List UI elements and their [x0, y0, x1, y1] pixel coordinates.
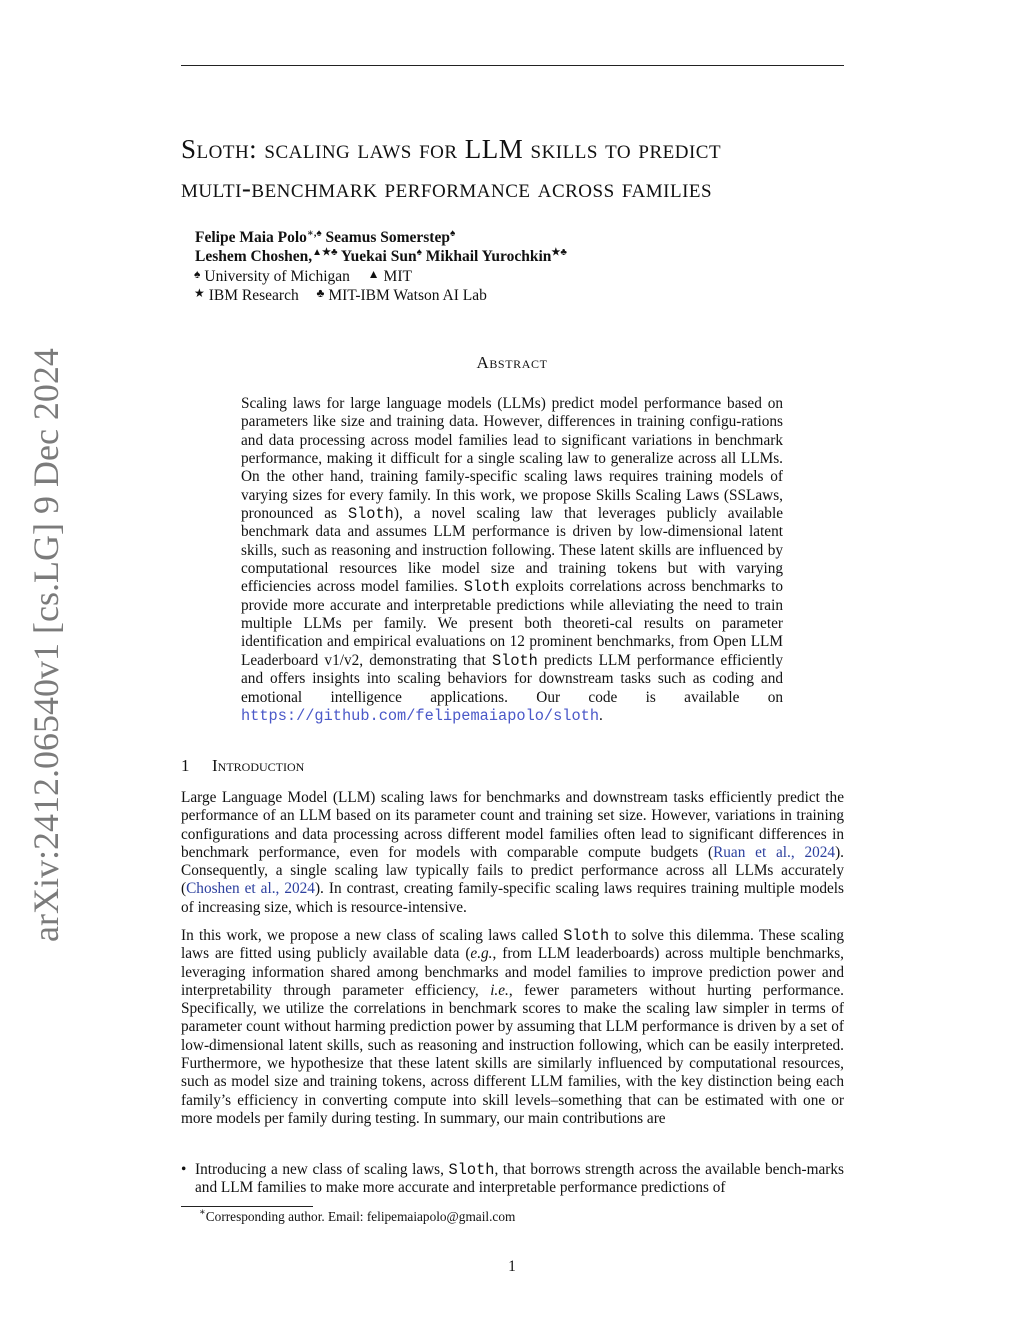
sloth-name: Sloth [563, 927, 610, 945]
affiliation: MIT [383, 268, 412, 285]
emphasis-text: i.e. [490, 981, 509, 999]
author-marks: ★♣ [551, 247, 567, 258]
abstract-text: exploits correlations across benchmarks to provide more accurate and interpretable predictions while alleviating the need to train multiple LLMs per family. We present both theoreti-cal results on parameter identification and empirical evaluations on 12 prominent benchmarks, from Open LLM Leaderboard v1/v2, demonstrating that [241, 578, 784, 669]
author-line-2 [195, 247, 567, 267]
title-line-2: multi-benchmark performance across families [181, 173, 713, 203]
emphasis-text: e.g. [470, 945, 493, 963]
top-rule [181, 65, 844, 66]
triangle-icon: ▲ [367, 267, 380, 281]
paragraph-text: Large Language Model (LLM) scaling laws for benchmarks and downstream tasks efficiently predict the performance of an LLM based on its parameter count and training set size. However, variations in training configurations and data processing across different model families often lead to significant differences in benchmark performance, even for models with comparable compute budgets ( [181, 789, 844, 861]
arxiv-identifier[interactable]: arXiv:2412.06540v1 [cs.LG] 9 Dec 2024 [26, 348, 66, 942]
paragraph-text: to solve this dilemma. These scaling laws are fitted using publicly available data ( [181, 927, 844, 963]
paragraph-text: ). In contrast, creating family-specific scaling laws requires training multiple models of increasing size, which is resource-intensive. [181, 880, 844, 916]
affiliation-line-1 [194, 267, 412, 287]
author-name: Yuekai Sun [340, 248, 417, 265]
paragraph-text: In this work, we propose a new class of scaling laws called [181, 927, 564, 944]
abstract-body [241, 395, 783, 725]
paper-title [181, 130, 844, 208]
section-heading-introduction [181, 756, 304, 776]
paragraph-text: Introducing a new class of scaling laws, [195, 1161, 449, 1178]
author-marks: ∗,♠ [306, 228, 322, 239]
author-name: Leshem Choshen, [195, 248, 313, 265]
footnote [199, 1209, 515, 1225]
author-line-1 [195, 228, 455, 248]
bullet-text [195, 1161, 844, 1198]
abstract-text: Scaling laws for large language models (LLMs) predict model performance based on parameters like size and training data. However, differences in training configu-rations and data processing across model families lead to significant variations in benchmark performance, making it difficult for a single scaling law to generalize across all LLMs. On the other hand, training family-specific scaling laws requires training models of varying sizes for every family. In this work, we propose Skills Scaling Laws (SSLaws, pronounced as [241, 395, 783, 523]
citation-link[interactable]: Ruan et al., 2024 [713, 843, 836, 861]
paragraph-text: , from LLM leaderboards) across multiple benchmarks, leveraging information shared among benchmarks and model families to improve prediction power and interpretability through parameter efficiency, [181, 945, 844, 999]
title-line-1: Sloth: scaling laws for LLM skills to predict [181, 134, 722, 164]
sloth-name: Sloth [347, 505, 394, 524]
intro-paragraph-1 [181, 789, 844, 917]
author-name: Seamus Somerstep [325, 229, 450, 246]
bullet-icon: • [181, 1161, 187, 1178]
author-marks: ♠ [416, 247, 422, 258]
footnote-text: Corresponding author. Email: felipemaiapolo@gmail.com [205, 1209, 516, 1224]
abstract-text: ), a novel scaling law that leverages publicly available benchmark data and assumes LLM performance is driven by low-dimensional latent skills, such as reasoning and instruction following. These latent skills are influenced by computational resources like model size and training tokens but with varying efficiencies across model families. [241, 505, 783, 596]
author-name: Felipe Maia Polo [195, 229, 307, 246]
author-marks: ▲★♣ [312, 247, 338, 258]
affiliation: University of Michigan [204, 268, 350, 285]
author-name: Mikhail Yurochkin [425, 248, 552, 265]
intro-paragraph-2 [181, 927, 844, 1128]
section-title: Introduction [212, 756, 305, 775]
sloth-name: Sloth [463, 578, 510, 597]
abstract-heading: Abstract [476, 353, 548, 372]
author-marks: ♠ [449, 228, 456, 239]
star-icon: ★ [194, 286, 205, 300]
affiliation: MIT-IBM Watson AI Lab [328, 287, 487, 304]
spade-icon: ♠ [194, 267, 201, 281]
sloth-name: Sloth [448, 1161, 495, 1179]
club-icon: ♣ [316, 286, 325, 300]
paragraph-text: , fewer parameters without hurting performance. Specifically, we utilize the correlations in benchmark scores to make the scaling law simpler in terms of parameter count without harming prediction power by assuming that LLM performance is driven by a set of low-dimensional latent skills, such as reasoning and instruction following, which can be easily interpreted. Furthermore, we hypothesize that these latent skills are similarly influenced by computational resources, such as model size and training tokens, across different LLM families, with the key distinction being each family’s efficiency in converting compute into skill levels–something that can be estimated with one or more models per family during testing. In summary, our main contributions are [181, 981, 844, 1127]
page-number: 1 [508, 1258, 516, 1275]
abstract-text: predicts LLM performance efficiently and offers insights into scaling behaviors for downstream tasks such as coding and emotional intelligence applications. Our code is available on [241, 651, 784, 706]
affiliation-line-2 [194, 286, 487, 306]
abstract-text: . [599, 706, 603, 724]
sloth-name: Sloth [491, 651, 538, 670]
code-link[interactable]: https://github.com/felipemaiapolo/sloth [241, 706, 600, 725]
paragraph-text: ). Consequently, a single scaling law typically fails to predict performance across all LLMs accurately ( [181, 843, 844, 898]
section-number: 1 [181, 756, 190, 775]
footnote-mark: ∗ [199, 1207, 206, 1218]
citation-link[interactable]: Choshen et al., 2024 [186, 880, 315, 898]
paragraph-text: , that borrows strength across the available bench-marks and LLM families to make more accurate and interpretable performance predictions of [195, 1161, 844, 1197]
affiliation: IBM Research [208, 287, 299, 304]
